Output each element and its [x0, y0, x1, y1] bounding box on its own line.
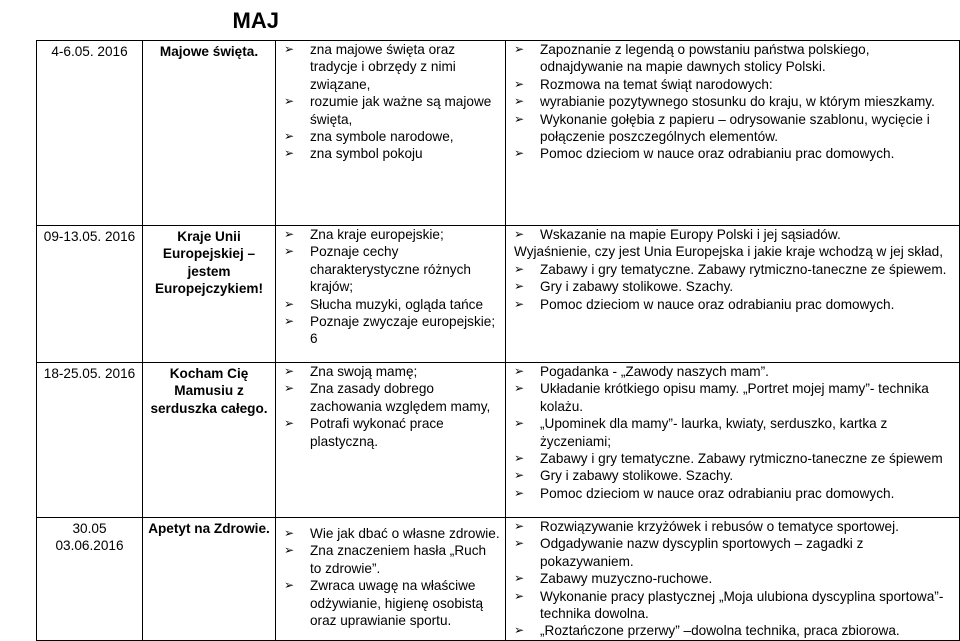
activity-item — [510, 485, 955, 502]
goal-item — [280, 41, 501, 93]
activity-text: Rozwiązywanie krzyżówek i rebusów o tematyce sportowej. — [540, 519, 899, 534]
arrow-bullet-icon: ➢ — [284, 381, 295, 396]
date-cell: 09-13.05. 2016 — [37, 226, 143, 363]
activity-text: wyrabianie pozytywnego stosunku do kraju, w którym mieszkamy. — [540, 94, 935, 110]
goal-text: Zna kraje europejskie; — [310, 227, 444, 242]
goal-item — [280, 93, 501, 128]
activity-text: Gry i zabawy stolikowe. Szachy. — [540, 279, 734, 295]
arrow-bullet-icon: ➢ — [514, 416, 525, 431]
goal-item — [280, 243, 501, 295]
activities-cell — [506, 226, 960, 363]
goals-cell — [276, 518, 506, 641]
activity-text: Pomoc dzieciom w nauce oraz odrabianiu prac domowych. — [540, 485, 895, 501]
goal-item — [280, 128, 501, 145]
goal-item — [280, 380, 501, 415]
activity-item — [510, 243, 955, 260]
goal-item — [280, 415, 501, 450]
activity-item — [510, 296, 955, 313]
activities-list — [510, 41, 955, 163]
activity-item — [510, 111, 955, 146]
topic-cell: Majowe święta. — [143, 41, 276, 226]
activity-text: „Upominek dla mamy”- laurka, kwiaty, serduszko, kartka z życzeniami; — [540, 416, 888, 449]
activity-text: Zapoznanie z legendą o powstaniu państwa polskiego, odnajdywanie na mapie dawnych stolicy Polski. — [540, 42, 870, 75]
goals-list — [280, 525, 501, 629]
arrow-bullet-icon: ➢ — [284, 129, 295, 144]
goal-text: zna symbol pokoju — [310, 146, 423, 162]
activity-item — [510, 76, 955, 93]
goal-item — [280, 313, 501, 330]
goals-cell — [276, 41, 506, 226]
goal-item — [280, 542, 501, 577]
arrow-bullet-icon: ➢ — [514, 623, 525, 638]
arrow-bullet-icon: ➢ — [514, 42, 525, 56]
activity-item — [510, 226, 955, 243]
activity-item — [510, 145, 955, 162]
arrow-bullet-icon: ➢ — [514, 468, 525, 483]
arrow-bullet-icon: ➢ — [514, 451, 525, 466]
activity-item — [510, 278, 955, 295]
activities-cell — [506, 518, 960, 641]
activities-cell — [506, 41, 960, 226]
goal-text: zna symbole narodowe, — [310, 129, 454, 145]
goal-item — [280, 296, 501, 313]
activity-item — [510, 622, 955, 639]
activity-text: „Roztańczone przerwy” –dowolna technika, praca zbiorowa. — [540, 623, 900, 639]
activity-text: Zabawy muzyczno-ruchowe. — [540, 571, 713, 587]
plan-row — [37, 518, 960, 641]
arrow-bullet-icon: ➢ — [514, 296, 525, 311]
date-cell: 4-6.05. 2016 — [37, 41, 143, 226]
activities-list — [510, 518, 955, 640]
arrow-bullet-icon: ➢ — [514, 588, 525, 603]
arrow-bullet-icon: ➢ — [514, 76, 525, 91]
activity-item — [510, 415, 955, 450]
plan-row — [37, 363, 960, 518]
goals-list — [280, 226, 501, 348]
plan-table — [36, 0, 960, 641]
date-cell: 30.05 03.06.2016 — [37, 518, 143, 641]
goal-text: Zna swoją mamę; — [310, 364, 418, 379]
goal-text: Słucha muzyki, ogląda tańce — [310, 296, 484, 312]
arrow-bullet-icon: ➢ — [284, 296, 295, 311]
arrow-bullet-icon: ➢ — [284, 526, 295, 540]
arrow-bullet-icon: ➢ — [284, 94, 295, 109]
topic-cell: Apetyt na Zdrowie. — [143, 518, 276, 641]
goal-item — [280, 145, 501, 162]
arrow-bullet-icon: ➢ — [284, 543, 295, 558]
arrow-bullet-icon: ➢ — [514, 364, 525, 378]
arrow-bullet-icon: ➢ — [514, 261, 525, 276]
plan-row — [37, 41, 960, 226]
goal-text: Poznaje cechy charakterystyczne różnych krajów; — [310, 244, 471, 295]
activities-list — [510, 363, 955, 502]
goals-cell — [276, 226, 506, 363]
arrow-bullet-icon: ➢ — [284, 227, 295, 241]
arrow-bullet-icon: ➢ — [514, 571, 525, 586]
activity-text: Wyjaśnienie, czy jest Unia Europejska i jakie kraje wchodzą w jej skład, — [514, 244, 944, 260]
activity-item — [510, 450, 955, 467]
activity-item — [510, 363, 955, 380]
activity-item — [510, 380, 955, 415]
arrow-bullet-icon: ➢ — [284, 578, 295, 593]
goal-item — [280, 577, 501, 629]
activity-text: Wykonanie gołębia z papieru – odrysowanie szablonu, wycięcie i połączenie poszczególnych elementów. — [540, 111, 930, 145]
activity-text: Wskazanie na mapie Europy Polski i jej sąsiadów. — [540, 227, 841, 242]
activity-text: Zabawy i gry tematyczne. Zabawy rytmiczno-taneczne ze śpiewem — [540, 451, 943, 467]
activity-text: Pogadanka - „Zawody naszych mam”. — [540, 364, 769, 379]
activity-item — [510, 535, 955, 570]
goals-cell — [276, 363, 506, 518]
arrow-bullet-icon: ➢ — [284, 364, 295, 378]
activity-text: Pomoc dzieciom w nauce oraz odrabianiu prac domowych. — [540, 296, 895, 312]
activity-text: Odgadywanie nazw dyscyplin sportowych – zagadki z pokazywaniem. — [540, 536, 864, 569]
arrow-bullet-icon: ➢ — [284, 146, 295, 161]
activity-text: Układanie krótkiego opisu mamy. „Portret mojej mamy”- technika kolażu. — [540, 381, 929, 414]
arrow-bullet-icon: ➢ — [514, 279, 525, 294]
goal-item — [280, 525, 501, 542]
topic-cell: Kocham Cię Mamusiu z serduszka całego. — [143, 363, 276, 518]
goal-text: rozumie jak ważne są majowe święta, — [310, 94, 492, 127]
goal-trailing: 6 — [310, 331, 318, 347]
arrow-bullet-icon: ➢ — [514, 485, 525, 500]
arrow-bullet-icon: ➢ — [284, 42, 295, 56]
goal-text: Zwraca uwagę na właściwe odżywianie, higienę osobistą oraz uprawianie sportu. — [310, 578, 484, 629]
activity-item — [510, 467, 955, 484]
goal-item — [280, 363, 501, 380]
activity-item — [510, 93, 955, 110]
topic-cell: Kraje Unii Europejskiej – jestem Europejczykiem! — [143, 226, 276, 363]
arrow-bullet-icon: ➢ — [284, 244, 295, 259]
goal-text: Potrafi wykonać prace plastyczną. — [310, 416, 444, 449]
activity-item — [510, 41, 955, 76]
activity-item — [510, 518, 955, 535]
goals-list — [280, 363, 501, 450]
activity-text: Zabawy i gry tematyczne. Zabawy rytmiczno-taneczne ze śpiewem. — [540, 261, 947, 277]
arrow-bullet-icon: ➢ — [514, 536, 525, 551]
activity-text: Rozmowa na temat świąt narodowych: — [540, 76, 773, 92]
arrow-bullet-icon: ➢ — [284, 314, 295, 329]
goal-text: Poznaje zwyczaje europejskie; — [310, 314, 496, 330]
activity-text: Wykonanie pracy plastycznej „Moja ulubiona dyscyplina sportowa”- technika dowolna. — [540, 588, 944, 622]
activity-item — [510, 570, 955, 587]
activities-cell — [506, 363, 960, 518]
header-row — [37, 0, 960, 41]
arrow-bullet-icon: ➢ — [514, 94, 525, 109]
goal-text: Wie jak dbać o własne zdrowie. — [310, 526, 500, 541]
activity-text: Pomoc dzieciom w nauce oraz odrabianiu prac domowych. — [540, 146, 895, 162]
activity-item — [510, 261, 955, 278]
arrow-bullet-icon: ➢ — [514, 111, 525, 126]
arrow-bullet-icon: ➢ — [514, 381, 525, 396]
activities-list — [510, 226, 955, 313]
date-cell: 18-25.05. 2016 — [37, 363, 143, 518]
plan-rows — [37, 41, 960, 641]
arrow-bullet-icon: ➢ — [514, 227, 525, 241]
goal-item — [280, 226, 501, 243]
goal-text: zna majowe święta oraz tradycje i obrzędy z nimi związane, — [310, 42, 456, 92]
goal-text: Zna znaczeniem hasła „Ruch to zdrowie”. — [310, 543, 487, 576]
activity-text: Gry i zabawy stolikowe. Szachy. — [540, 468, 734, 484]
arrow-bullet-icon: ➢ — [514, 146, 525, 161]
activity-item — [510, 588, 955, 623]
arrow-bullet-icon: ➢ — [284, 416, 295, 431]
goals-list — [280, 41, 501, 163]
month-title: MAJ — [37, 0, 960, 41]
plan-row — [37, 226, 960, 363]
arrow-bullet-icon: ➢ — [514, 519, 525, 533]
goal-text: Zna zasady dobrego zachowania względem mamy, — [310, 381, 491, 414]
